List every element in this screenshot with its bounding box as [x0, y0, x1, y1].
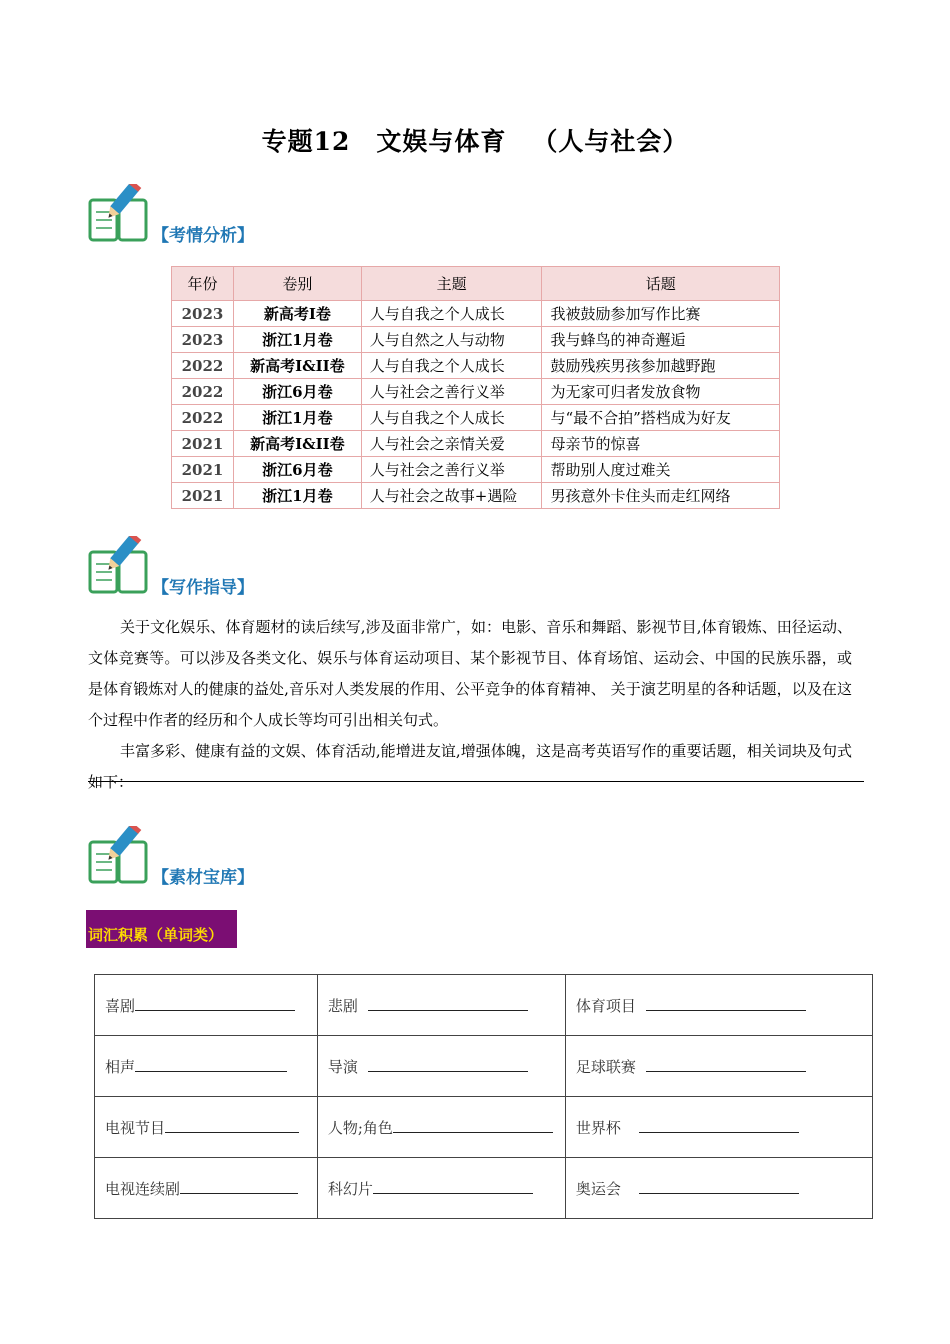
notebook-pencil-icon [88, 536, 150, 596]
cell-paper: 浙江1月卷 [233, 327, 361, 353]
table-row [95, 975, 873, 1036]
cell-year: 2022 [172, 405, 234, 431]
vocab-cell: 悲剧 [317, 975, 565, 1036]
cell-paper: 浙江1月卷 [233, 483, 361, 509]
section-title-guide: 【写作指导】 [152, 578, 254, 598]
cell-paper: 新高考I&II卷 [233, 431, 361, 457]
vocab-table [94, 974, 873, 1219]
cell-year: 2021 [172, 457, 234, 483]
col-header-paper: 卷别 [233, 267, 361, 301]
writing-guide-text [88, 612, 852, 798]
table-row [172, 483, 780, 509]
guide-paragraph-2: 丰富多彩、健康有益的文娱、体育活动,能增进友谊,增强体魄，这是高考英语写作的重要话题，相关词块及句式如下： [88, 742, 852, 791]
section-guide-header [88, 536, 388, 596]
table-row [172, 327, 780, 353]
cell-topic: 我被鼓励参加写作比赛 [542, 301, 780, 327]
answer-blank[interactable] [368, 1057, 528, 1072]
cell-year: 2023 [172, 301, 234, 327]
cell-year: 2022 [172, 353, 234, 379]
vocab-cell: 足球联赛 [565, 1036, 872, 1097]
cell-topic: 与“最不合拍”搭档成为好友 [542, 405, 780, 431]
table-row [172, 431, 780, 457]
cell-paper: 浙江6月卷 [233, 457, 361, 483]
vocab-cell: 世界杯 [565, 1097, 872, 1158]
vocab-category-tag [86, 910, 237, 948]
cell-theme: 人与社会之亲情关爱 [361, 431, 542, 457]
col-header-theme: 主题 [361, 267, 542, 301]
cell-year: 2021 [172, 483, 234, 509]
answer-blank[interactable] [135, 996, 295, 1011]
cell-topic: 母亲节的惊喜 [542, 431, 780, 457]
cell-theme: 人与自我之个人成长 [361, 353, 542, 379]
table-row [172, 353, 780, 379]
answer-blank[interactable] [165, 1118, 299, 1133]
table-row [95, 1097, 873, 1158]
cell-paper: 浙江6月卷 [233, 379, 361, 405]
answer-blank[interactable] [135, 1057, 287, 1072]
vocab-cell: 喜剧 [95, 975, 318, 1036]
cell-theme: 人与自我之个人成长 [361, 301, 542, 327]
cell-theme: 人与自我之个人成长 [361, 405, 542, 431]
section-title-materials: 【素材宝库】 [152, 868, 254, 888]
vocab-cell: 电视连续剧 [95, 1158, 318, 1219]
vocab-category-label: 词汇积累（单词类） [88, 926, 224, 944]
page-title: 专题12 文娱与体育 （人与社会） [261, 127, 689, 156]
cell-paper: 新高考I&II卷 [233, 353, 361, 379]
divider [88, 781, 864, 782]
table-row [95, 1036, 873, 1097]
exam-analysis-table [171, 266, 780, 509]
answer-blank[interactable] [639, 1118, 799, 1133]
cell-topic: 男孩意外卡住头而走红网络 [542, 483, 780, 509]
table-row [172, 379, 780, 405]
notebook-pencil-icon [88, 826, 150, 886]
vocab-cell: 体育项目 [565, 975, 872, 1036]
answer-blank[interactable] [180, 1179, 298, 1194]
answer-blank[interactable] [639, 1179, 799, 1194]
notebook-pencil-icon [88, 184, 150, 244]
cell-theme: 人与社会之故事+遇险 [361, 483, 542, 509]
table-row [172, 301, 780, 327]
cell-topic: 鼓励残疾男孩参加越野跑 [542, 353, 780, 379]
cell-year: 2022 [172, 379, 234, 405]
cell-year: 2021 [172, 431, 234, 457]
answer-blank[interactable] [373, 1179, 533, 1194]
vocab-cell: 相声 [95, 1036, 318, 1097]
col-header-year: 年份 [172, 267, 234, 301]
cell-paper: 浙江1月卷 [233, 405, 361, 431]
vocab-cell: 导演 [317, 1036, 565, 1097]
cell-year: 2023 [172, 327, 234, 353]
table-row [172, 405, 780, 431]
cell-theme: 人与社会之善行义举 [361, 379, 542, 405]
vocab-cell: 奥运会 [565, 1158, 872, 1219]
cell-topic: 为无家可归者发放食物 [542, 379, 780, 405]
cell-theme: 人与社会之善行义举 [361, 457, 542, 483]
vocab-cell: 人物;角色 [317, 1097, 565, 1158]
vocab-cell: 科幻片 [317, 1158, 565, 1219]
cell-topic: 帮助别人度过难关 [542, 457, 780, 483]
section-title-analysis: 【考情分析】 [152, 226, 254, 246]
cell-paper: 新高考I卷 [233, 301, 361, 327]
cell-topic: 我与蜂鸟的神奇邂逅 [542, 327, 780, 353]
table-row [172, 457, 780, 483]
answer-blank[interactable] [368, 996, 528, 1011]
section-materials-header [88, 826, 388, 886]
answer-blank[interactable] [646, 1057, 806, 1072]
cell-theme: 人与自然之人与动物 [361, 327, 542, 353]
section-analysis-header [88, 184, 388, 244]
table-header-row [172, 267, 780, 301]
vocab-cell: 电视节目 [95, 1097, 318, 1158]
col-header-topic: 话题 [542, 267, 780, 301]
answer-blank[interactable] [646, 996, 806, 1011]
answer-blank[interactable] [393, 1118, 553, 1133]
table-row [95, 1158, 873, 1219]
guide-paragraph-1: 关于文化娱乐、体育题材的读后续写,涉及面非常广，如：电影、音乐和舞蹈、影视节目,体育锻炼、田径运动、文体竞赛等。可以涉及各类文化、娱乐与体育运动项目、某个影视节目、体育场馆、运动会、中国的民族乐器，或是体育锻炼对人的健康的益处,音乐对人类发展的作用、公平竞争的体育精神、 关于演艺明星的各种话题，以及在这个过程中作者的经历和个人成长等均可引出相关句式。 [88, 618, 852, 729]
